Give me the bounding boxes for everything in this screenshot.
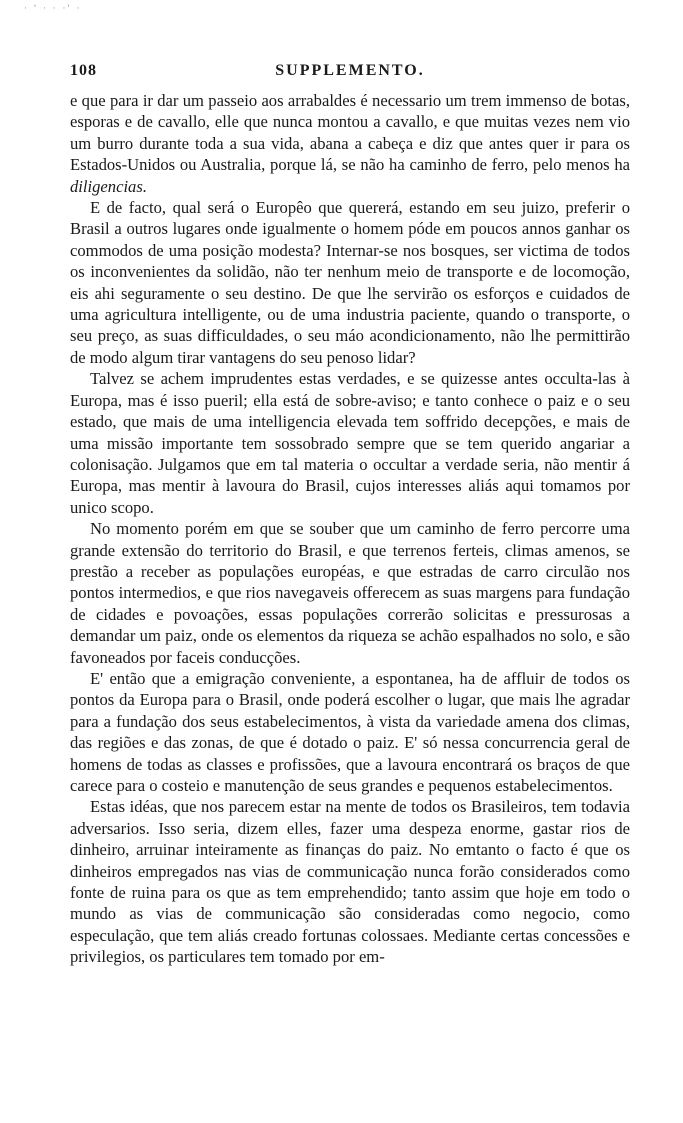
paragraph-1-text: e que para ir dar um passeio aos arrabaldes é necessario um trem immenso de botas, esporas e de cavallo, elle que nunca montou a cavallo, e que muitas vezes nem vio um burro durante toda a sua vida, abana a cabeça e diz que antes quer ir para os Estados-Unidos ou Australia, porque lá, se não ha caminho de ferro, pelo menos ha (70, 91, 630, 175)
paragraph-1 (70, 90, 630, 197)
paragraph-6: Estas idéas, que nos parecem estar na mente de todos os Brasileiros, tem todavia adversarios. Isso seria, dizem elles, fazer uma despeza enorme, gastar rios de dinheiro, arruinar inteiramente as finanças do paiz. No emtanto o facto é que os dinheiros empregados nas vias de communicação nunca forão considerados como fonte de ruina para os que as tem emprehendido; tanto assim que hoje em todo o mundo as vias de communicação são consideradas como negocio, como especulação, que tem aliás creado fortunas colossaes. Mediante certas concessões e privilegios, os particulares tem tomado por em- (70, 797, 630, 967)
page-header (70, 62, 630, 90)
paragraph-4: No momento porém em que se souber que um caminho de ferro percorre uma grande extensão do territorio do Brasil, e que terrenos ferteis, climas amenos, se prestão a receber as populações européas, e que estradas de carro circulão nos pontos intermedios, e que rios navegaveis offerecem as suas margens para fundação de cidades e povoações, essas populações correrão solicitas e pressurosas a demandar um paiz, onde os elementos da riqueza se achão espalhados no solo, e são favoneados por faceis conducções. (70, 519, 630, 667)
paragraph-5: E' então que a emigração conveniente, a espontanea, ha de affluir de todos os pontos da Europa para o Brasil, onde poderá escolher o lugar, que mais lhe agradar para a fundação dos seus estabelecimentos, à vista da variedade amena dos climas, das regiões e das zonas, de que é dotado o paiz. E' só nessa concurrencia geral de homens de todas as classes e profissões, que a lavoura encontrará os braços de que carece para o costeio e manutenção de seus grandes e pequenos estabelecimentos. (70, 668, 630, 795)
scan-speckle: · ' · · ·' · (24, 4, 82, 14)
running-title: SUPPLEMENTO. (275, 62, 425, 79)
page-number: 108 (70, 62, 97, 79)
book-page (70, 62, 630, 968)
body-text (70, 90, 630, 968)
paragraph-2: E de facto, qual será o Europêo que quererá, estando em seu juizo, preferir o Brasil a outros lugares onde igualmente o homem póde em poucos annos ganhar os commodos de uma posição modesta? Internar-se nos bosques, ser victima de todos os inconvenientes da solidão, não ter nenhum meio de transporte e de locomoção, eis ahi seguramente o seu destino. De que lhe servirão os esforços e cuidados de uma agricultura intelligente, ou de uma industria paciente, quando o transporte, o seu preço, as suas difficuldades, o seu máo acondicionamento, não lhe permittirão de modo algum tirar vantagens do seu penoso lidar? (70, 198, 630, 367)
paragraph-1-emphasis: diligencias. (70, 176, 147, 196)
paragraph-3: Talvez se achem imprudentes estas verdades, e se quizesse antes occulta-las à Europa, mas é isso pueril; ella está de sobre-aviso; e tanto conhece o paiz e o seu estado, que mais de uma intelligencia elevada tem soffrido decepções, e mais de uma missão importante tem sossobrado sempre que se tem querido angariar a colonisação. Julgamos que em tal materia o occultar a verdade seria, não mentir á Europa, mas mentir à lavoura do Brasil, cujos interesses aliás aqui tomamos por unico scopo. (70, 369, 630, 517)
